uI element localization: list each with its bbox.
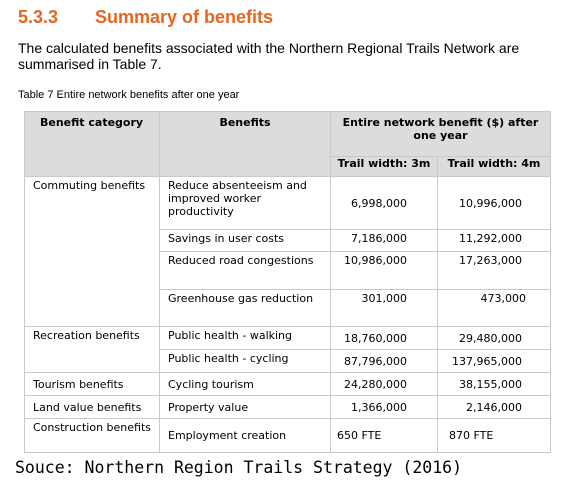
benefit-cell: Greenhouse gas reduction: [160, 290, 331, 327]
benefit-cell: Employment creation: [160, 419, 331, 453]
value-4m-cell: 10,996,000: [438, 177, 551, 230]
header-trail-width-3m: Trail width: 3m: [331, 157, 438, 177]
intro-paragraph: The calculated benefits associated with the Northern Regional Trails Network are summarised in Table 7.: [18, 40, 520, 72]
header-trail-width-4m: Trail width: 4m: [438, 157, 551, 177]
table-caption: Table 7 Entire network benefits after one year: [18, 89, 240, 101]
next-heading-cutoff: [15, 472, 555, 480]
category-cell: Recreation benefits: [25, 327, 160, 373]
section-heading: [18, 7, 273, 28]
section-number: 5.3.3: [18, 7, 59, 27]
benefit-cell: Reduce absenteeism and improved worker productivity: [160, 177, 331, 230]
value-3m-cell: 10,986,000: [331, 252, 438, 290]
category-cell: Land value benefits: [25, 396, 160, 419]
source-note: Souce: Northern Region Trails Strategy (2016): [15, 458, 463, 477]
value-4m-cell: 2,146,000: [438, 396, 551, 419]
value-4m-cell: 29,480,000: [438, 327, 551, 350]
benefits-table: [24, 111, 551, 453]
table-row: [25, 419, 551, 453]
value-3m-cell: 24,280,000: [331, 373, 438, 396]
value-4m-cell: 38,155,000: [438, 373, 551, 396]
value-3m-cell: 87,796,000: [331, 350, 438, 373]
category-cell: Tourism benefits: [25, 373, 160, 396]
benefit-cell: Cycling tourism: [160, 373, 331, 396]
table-row: [25, 373, 551, 396]
value-4m-cell: 11,292,000: [438, 230, 551, 252]
benefit-cell: Public health - cycling: [160, 350, 331, 373]
value-4m-cell: 870 FTE: [438, 419, 551, 453]
category-cell: Construction benefits: [25, 419, 160, 453]
value-3m-cell: 301,000: [331, 290, 438, 327]
value-3m-cell: 650 FTE: [331, 419, 438, 453]
benefit-cell: Savings in user costs: [160, 230, 331, 252]
header-benefits: Benefits: [160, 112, 331, 177]
header-benefit-category: Benefit category: [25, 112, 160, 177]
benefit-cell: Public health - walking: [160, 327, 331, 350]
value-3m-cell: 18,760,000: [331, 327, 438, 350]
section-title: Summary of benefits: [95, 7, 274, 27]
value-4m-cell: 473,000: [438, 290, 551, 327]
value-4m-cell: 17,263,000: [438, 252, 551, 290]
value-3m-cell: 6,998,000: [331, 177, 438, 230]
value-3m-cell: 1,366,000: [331, 396, 438, 419]
table-row: [25, 396, 551, 419]
benefit-cell: Property value: [160, 396, 331, 419]
table-row: [25, 177, 551, 230]
value-3m-cell: 7,186,000: [331, 230, 438, 252]
category-cell: Commuting benefits: [25, 177, 160, 327]
table-row: [25, 327, 551, 350]
value-4m-cell: 137,965,000: [438, 350, 551, 373]
benefit-cell: Reduced road congestions: [160, 252, 331, 290]
header-network-benefit: Entire network benefit ($) after one year: [331, 112, 551, 157]
